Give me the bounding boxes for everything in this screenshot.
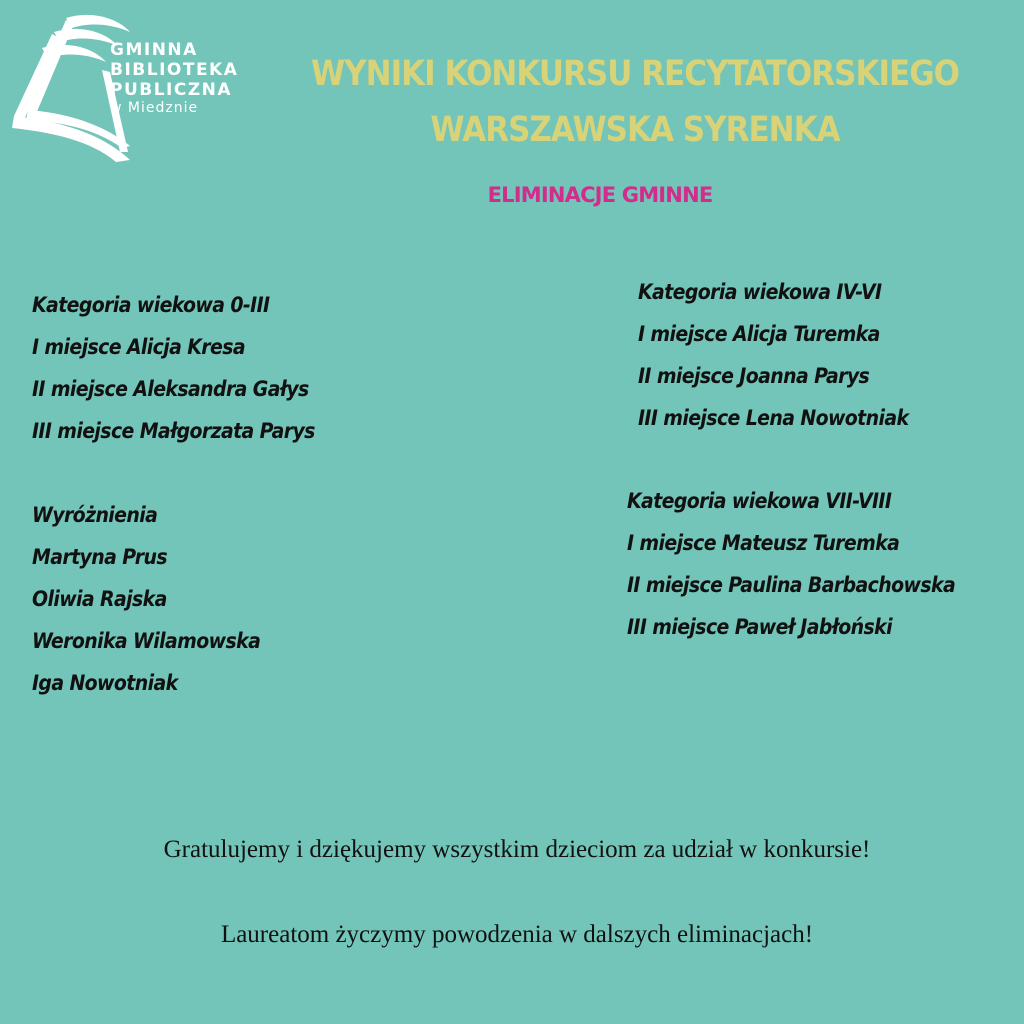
page-title-line-2: WARSZAWSKA SYRENKA	[430, 109, 840, 151]
page-subtitle: ELIMINACJE GMINNE	[487, 183, 713, 207]
distinction-name: Weronika Wilamowska	[32, 629, 261, 653]
place-second: II miejsce Aleksandra Gałys	[32, 377, 309, 401]
distinction-name: Martyna Prus	[32, 545, 168, 569]
place-second: II miejsce Joanna Parys	[638, 364, 870, 388]
logo-line-2: BIBLIOTEKA	[110, 60, 239, 80]
logo-line-3: PUBLICZNA	[110, 80, 233, 100]
category-heading: Kategoria wiekowa 0-III	[32, 293, 270, 317]
distinction-name: Iga Nowotniak	[32, 671, 178, 695]
distinction-name: Oliwia Rajska	[32, 587, 167, 611]
place-second: II miejsce Paulina Barbachowska	[627, 573, 956, 597]
category-iv-vi	[638, 271, 908, 439]
place-third: III miejsce Lena Nowotniak	[638, 406, 909, 430]
distinctions-heading: Wyróżnienia	[32, 503, 158, 527]
good-luck-text: Laureatom życzymy powodzenia w dalszych eliminacjach!	[220, 921, 814, 948]
place-first: I miejsce Alicja Turemka	[638, 322, 880, 346]
logo-line-1: GMINNA	[110, 40, 198, 60]
category-heading: Kategoria wiekowa IV-VI	[638, 280, 882, 304]
category-vii-viii	[627, 480, 955, 648]
category-heading: Kategoria wiekowa VII-VIII	[627, 489, 892, 513]
congratulations-text: Gratulujemy i dziękujemy wszystkim dzieciom za udział w konkursie!	[163, 836, 871, 863]
place-first: I miejsce Mateusz Turemka	[627, 531, 900, 555]
place-third: III miejsce Małgorzata Parys	[32, 419, 315, 443]
logo-text	[110, 40, 238, 116]
page-title-line-1: WYNIKI KONKURSU RECYTATORSKIEGO	[310, 53, 959, 95]
library-logo	[6, 10, 256, 162]
place-third: III miejsce Paweł Jabłoński	[627, 615, 892, 639]
place-first: I miejsce Alicja Kresa	[32, 335, 246, 359]
logo-line-4: w Miedznie	[110, 100, 199, 116]
distinctions-list	[32, 494, 260, 704]
category-0-iii	[32, 284, 315, 452]
